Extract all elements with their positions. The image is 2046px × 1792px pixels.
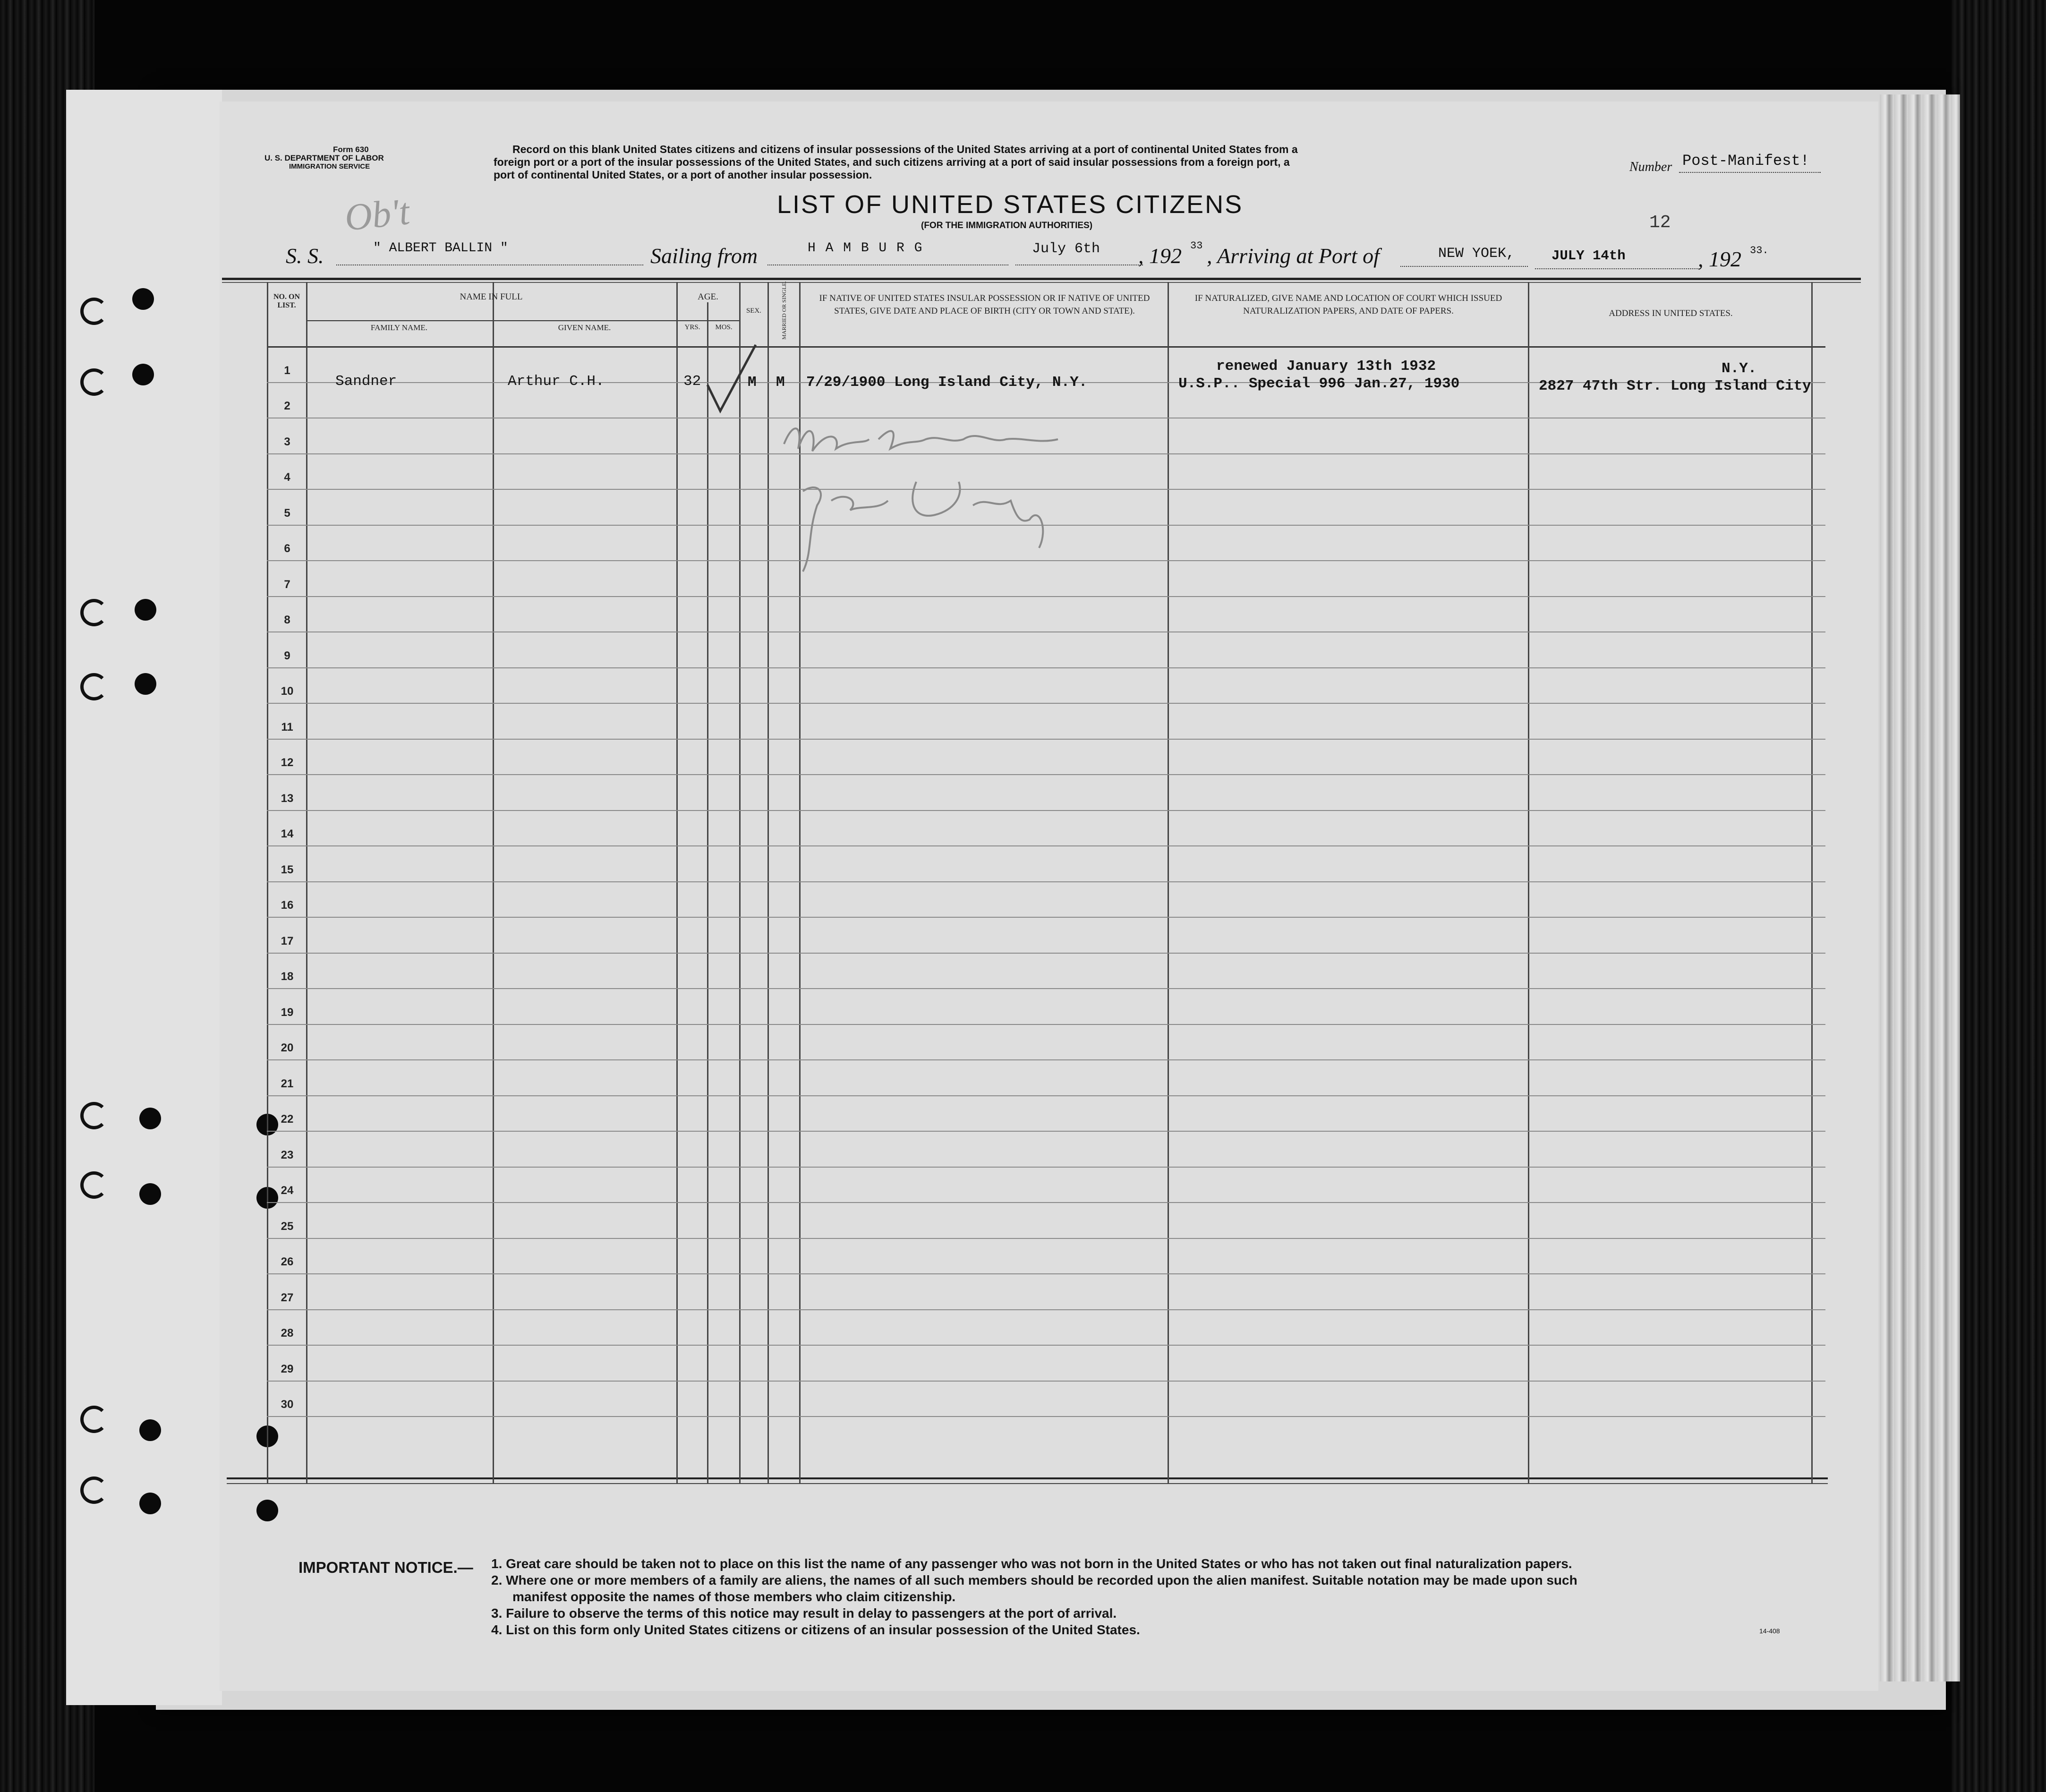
row-line xyxy=(267,1167,1825,1168)
page-number: 12 xyxy=(1649,213,1671,233)
service-name: IMMIGRATION SERVICE xyxy=(289,162,370,171)
row-number: 24 xyxy=(281,1184,294,1197)
col-divider xyxy=(707,302,708,1484)
year-label-2: , 192 xyxy=(1698,247,1741,271)
row-number: 4 xyxy=(284,471,290,484)
row-line xyxy=(267,1095,1825,1096)
row-line xyxy=(267,881,1825,882)
row-line xyxy=(267,703,1825,704)
row-number: 8 xyxy=(284,614,290,626)
binder-hole xyxy=(139,1493,161,1514)
notice-item-3: 3. Failure to observe the terms of this notice may result in delay to passengers at the port of arrival. xyxy=(491,1606,1117,1621)
header-age-years: YRS. xyxy=(684,324,700,331)
row-number: 19 xyxy=(281,1006,294,1019)
row-number: 22 xyxy=(281,1113,294,1126)
binder-hole xyxy=(132,364,154,385)
table-top-border xyxy=(222,278,1861,280)
notice-heading: IMPORTANT NOTICE.— xyxy=(298,1559,473,1576)
row-number: 30 xyxy=(281,1398,294,1411)
sailing-label: Sailing from xyxy=(650,244,758,268)
handwritten-signature xyxy=(775,411,1134,586)
col-divider xyxy=(1168,282,1169,1484)
header-sex: SEX. xyxy=(746,307,762,315)
arriving-label: , Arriving at Port of xyxy=(1207,244,1380,268)
binder-hole xyxy=(139,1183,161,1205)
binder-hole xyxy=(135,673,156,695)
row-number: 27 xyxy=(281,1291,294,1304)
row-number: 14 xyxy=(281,828,294,840)
entry-given-name: Arthur C.H. xyxy=(508,373,605,390)
ship-name: " ALBERT BALLIN " xyxy=(373,241,508,256)
handwritten-note: Ob't xyxy=(342,191,412,239)
row-number: 9 xyxy=(284,649,290,662)
row-line xyxy=(267,1345,1825,1346)
row-line xyxy=(267,1381,1825,1382)
arrival-date: JULY 14th xyxy=(1552,248,1626,264)
row-number: 10 xyxy=(281,685,294,698)
sailing-port: H A M B U R G xyxy=(808,241,923,256)
ss-label: S. S. xyxy=(286,244,324,268)
entry-address-street: 2827 47th Str. Long Island City xyxy=(1539,378,1811,394)
row-line xyxy=(267,953,1825,954)
header-age: AGE. xyxy=(698,292,718,302)
header-family-name: FAMILY NAME. xyxy=(370,323,428,332)
row-number: 29 xyxy=(281,1363,294,1375)
row-line xyxy=(267,988,1825,989)
table-bottom-border-inner xyxy=(227,1483,1828,1484)
entry-address-state: N.Y. xyxy=(1722,360,1757,377)
col-divider xyxy=(739,282,741,1484)
arrival-port-blank xyxy=(1400,266,1528,267)
row-number: 5 xyxy=(284,507,290,520)
header-name-in-full: NAME IN FULL xyxy=(460,292,523,302)
row-number: 23 xyxy=(281,1149,294,1161)
row-line xyxy=(267,739,1825,740)
row-line xyxy=(267,596,1825,597)
binder-ring xyxy=(80,368,108,396)
binder-hole xyxy=(139,1419,161,1441)
row-number: 13 xyxy=(281,792,294,805)
instruction-line-3: port of continental United States, or a port of another insular possession. xyxy=(494,169,872,181)
row-number: 17 xyxy=(281,935,294,947)
row-line xyxy=(267,1416,1825,1417)
film-edge-right xyxy=(1952,0,2046,1792)
row-line xyxy=(267,1238,1825,1239)
row-line xyxy=(267,1024,1825,1025)
header-bottom-border xyxy=(267,346,1825,348)
binder-ring xyxy=(80,1102,108,1129)
header-given-name: GIVEN NAME. xyxy=(558,323,611,332)
instruction-line-2: foreign port or a port of the insular possessions of the United States, and such citizens arriving at a port of said insular possessions from a foreign port, a xyxy=(494,156,1290,168)
row-line xyxy=(267,845,1825,846)
row-number: 1 xyxy=(284,364,290,377)
row-number: 20 xyxy=(281,1041,294,1054)
header-no-on-list: NO. ON LIST. xyxy=(273,293,300,309)
row-line xyxy=(267,774,1825,775)
number-value: Post-Manifest! xyxy=(1682,152,1809,170)
entry-naturalization-renewal: renewed January 13th 1932 xyxy=(1216,358,1436,375)
sailing-date: July 6th xyxy=(1032,241,1100,257)
header-address: ADDRESS IN UNITED STATES. xyxy=(1609,308,1733,318)
row-number: 2 xyxy=(284,400,290,412)
row-line xyxy=(267,1131,1825,1132)
number-blank xyxy=(1679,172,1821,173)
col-divider xyxy=(767,282,769,1484)
row-line xyxy=(267,631,1825,632)
binder-hole xyxy=(135,599,156,621)
check-mark-icon xyxy=(704,340,760,420)
row-number: 18 xyxy=(281,970,294,983)
binder-ring xyxy=(80,673,108,700)
col-divider xyxy=(267,282,268,1484)
header-age-months: MOS. xyxy=(715,324,733,331)
col-divider xyxy=(493,282,494,1484)
notice-item-2: 2. Where one or more members of a family are aliens, the names of all such members should be recorded upon the alien manifest. Suitable notation may be made upon such xyxy=(491,1573,1577,1587)
row-number: 15 xyxy=(281,863,294,876)
row-line xyxy=(267,1202,1825,1203)
table-top-border-inner xyxy=(222,282,1861,283)
row-number: 6 xyxy=(284,542,290,555)
row-line xyxy=(267,1273,1825,1274)
form-number: Form 630 xyxy=(333,145,369,154)
entry-marital-status: M xyxy=(776,374,785,391)
page-subtitle: (FOR THE IMMIGRATION AUTHORITIES) xyxy=(921,221,1093,230)
year-suffix-1: 33 xyxy=(1190,240,1203,252)
col-divider xyxy=(1528,282,1529,1484)
row-line xyxy=(267,1309,1825,1310)
entry-sex: M xyxy=(748,374,757,391)
number-label: Number xyxy=(1629,160,1672,174)
header-birth-details: IF NATIVE OF UNITED STATES INSULAR POSSESSION OR IF NATIVE OF UNITED STATES, GIVE DATE AND PLACE OF BIRTH (CITY OR TOWN AND STATE). xyxy=(819,293,1150,316)
arrival-date-blank xyxy=(1535,268,1700,269)
notice-item-4: 4. List on this form only United States citizens or citizens of an insular possession of the United States. xyxy=(491,1622,1140,1637)
row-number: 7 xyxy=(284,578,290,591)
header-married-or-single: MARRIED OR SINGLE. xyxy=(781,281,787,340)
year-suffix-2: 33. xyxy=(1750,245,1769,256)
year-label-1: , 192 xyxy=(1138,244,1182,268)
binder-strip xyxy=(66,90,222,1705)
binder-ring xyxy=(80,599,108,626)
table-bottom-border xyxy=(227,1477,1828,1479)
row-line xyxy=(267,917,1825,918)
row-number: 25 xyxy=(281,1220,294,1233)
form-code: 14-408 xyxy=(1759,1627,1780,1635)
entry-family-name: Sandner xyxy=(335,373,397,390)
binder-ring xyxy=(80,298,108,325)
manifest-sheet xyxy=(220,102,1878,1691)
row-number: 28 xyxy=(281,1327,294,1340)
punch-hole xyxy=(256,1500,278,1521)
entry-naturalization-papers: U.S.P.. Special 996 Jan.27, 1930 xyxy=(1178,375,1460,392)
col-divider xyxy=(306,282,307,1484)
row-number: 3 xyxy=(284,435,290,448)
department-name: U. S. DEPARTMENT OF LABOR xyxy=(264,154,384,162)
arrival-port: NEW YOEK, xyxy=(1438,246,1515,262)
header-naturalization: IF NATURALIZED, GIVE NAME AND LOCATION OF COURT WHICH ISSUED NATURALIZATION PAPERS, AND DATE OF PAPERS. xyxy=(1194,293,1502,316)
notice-item-2-cont: manifest opposite the names of those members who claim citizenship. xyxy=(512,1589,956,1604)
binder-hole xyxy=(139,1108,161,1129)
row-number: 11 xyxy=(281,721,293,734)
binder-ring xyxy=(80,1476,108,1504)
binder-ring xyxy=(80,1171,108,1199)
binder-ring xyxy=(80,1406,108,1433)
col-divider xyxy=(1811,282,1813,1484)
row-line xyxy=(267,810,1825,811)
row-number: 12 xyxy=(281,756,294,769)
row-line xyxy=(267,667,1825,668)
row-number: 21 xyxy=(281,1077,294,1090)
notice-item-1: 1. Great care should be taken not to place on this list the name of any passenger who was not born in the United States or who has not taken out final naturalization papers. xyxy=(491,1556,1572,1571)
instruction-line-1: Record on this blank United States citizens and citizens of insular possessions of the United States arriving at a port of continental United States from a xyxy=(512,143,1298,155)
row-number: 26 xyxy=(281,1255,294,1268)
col-divider xyxy=(676,282,678,1484)
row-number: 16 xyxy=(281,899,294,912)
page-title: LIST OF UNITED STATES CITIZENS xyxy=(777,190,1244,219)
entry-age-years: 32 xyxy=(683,373,701,390)
row-line xyxy=(267,1059,1825,1060)
binder-hole xyxy=(132,288,154,310)
stacked-page-edges xyxy=(1880,94,1960,1681)
entry-birth-details: 7/29/1900 Long Island City, N.Y. xyxy=(806,374,1088,391)
